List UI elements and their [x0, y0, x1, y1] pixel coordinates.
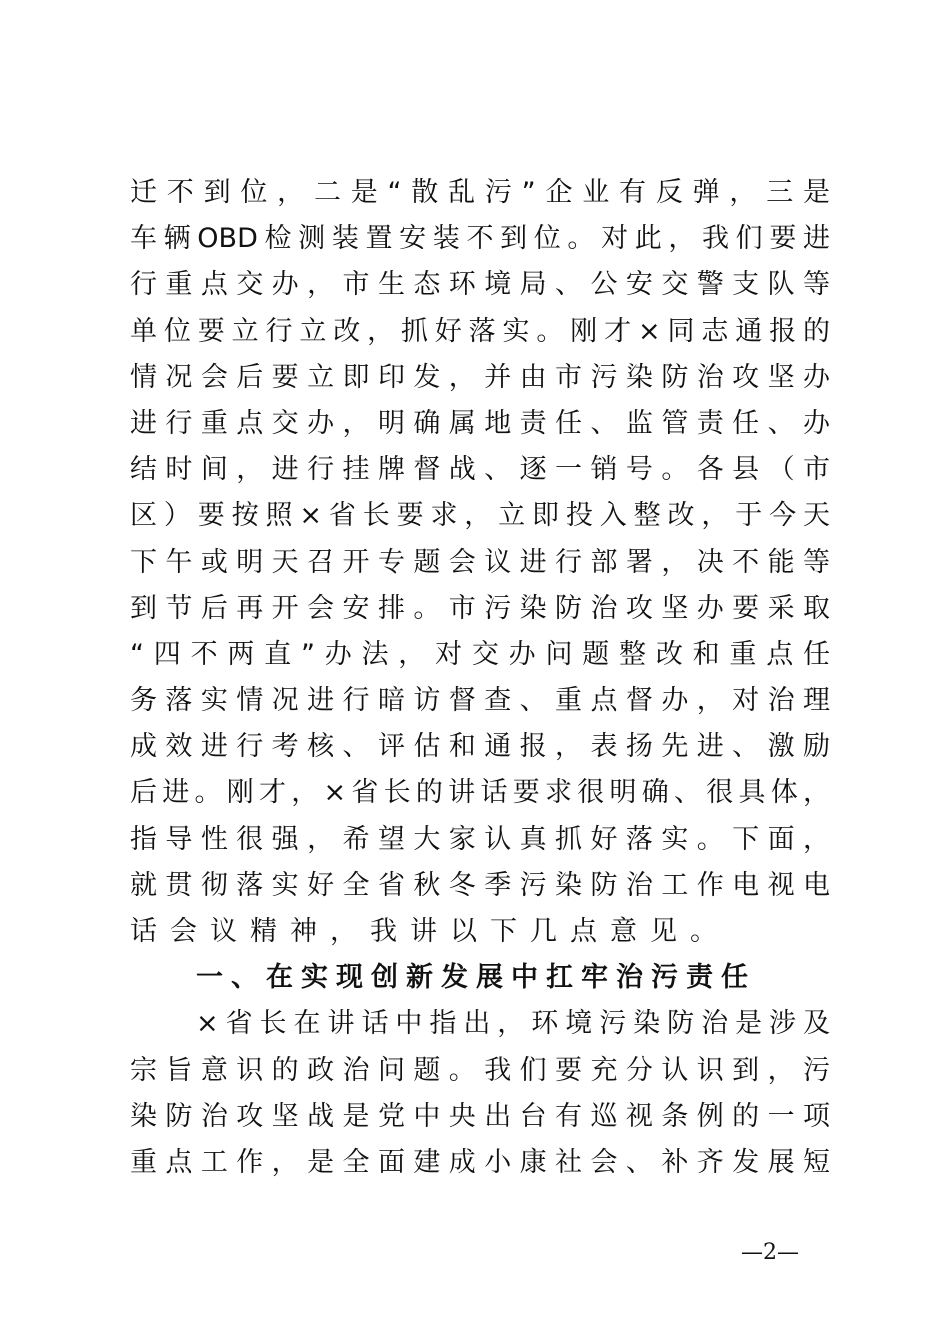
- text-line: 重点工作，是全面建成小康社会、补齐发展短: [130, 1146, 830, 1178]
- text-line: 情况会后要立即印发，并由市污染防治攻坚办: [130, 361, 830, 393]
- text-line: 迁不到位，二是“散乱污”企业有反弹，三是: [130, 177, 830, 208]
- text-line: 染防治攻坚战是党中央出台有巡视条例的一项: [130, 1100, 830, 1132]
- page-number: —2—: [741, 1240, 799, 1265]
- text-line: 宗旨意识的政治问题。我们要充分认识到，污: [130, 1054, 830, 1086]
- text-line: 就贯彻落实好全省秋冬季污染防治工作电视电: [130, 869, 830, 901]
- text-line: ×省长在讲话中指出，环境污染防治是涉及: [196, 1008, 830, 1040]
- text-line: 进行重点交办，明确属地责任、监管责任、办: [130, 407, 830, 439]
- text-line: 车辆OBD检测装置安装不到位。对此，我们要进: [130, 223, 830, 255]
- text-line: 行重点交办，市生态环境局、公安交警支队等: [130, 269, 830, 301]
- text-line: 单位要立行立改，抓好落实。刚才×同志通报的: [130, 315, 830, 347]
- body-text: [130, 170, 830, 1186]
- text-line: 区）要按照×省长要求，立即投入整改，于今天: [130, 500, 830, 532]
- text-line: 成效进行考核、评估和通报，表扬先进、激励: [130, 731, 830, 763]
- text-line: 下午或明天召开专题会议进行部署，决不能等: [130, 546, 830, 578]
- text-line: “四不两直”办法，对交办问题整改和重点任: [130, 638, 830, 670]
- text-line: 到节后再开会安排。市污染防治攻坚办要采取: [130, 592, 830, 624]
- text-line: 务落实情况进行暗访督查、重点督办，对治理: [130, 685, 830, 717]
- section-heading: 一、在实现创新发展中扛牢治污责任: [196, 962, 756, 994]
- text-line: 后进。刚才，×省长的讲话要求很明确、很具体，: [130, 777, 830, 809]
- text-line: 结时间，进行挂牌督战、逐一销号。各县（市: [130, 454, 830, 486]
- text-line: 话会议精神，我讲以下几点意见。: [130, 916, 730, 947]
- text-line: 指导性很强，希望大家认真抓好落实。下面，: [130, 823, 830, 855]
